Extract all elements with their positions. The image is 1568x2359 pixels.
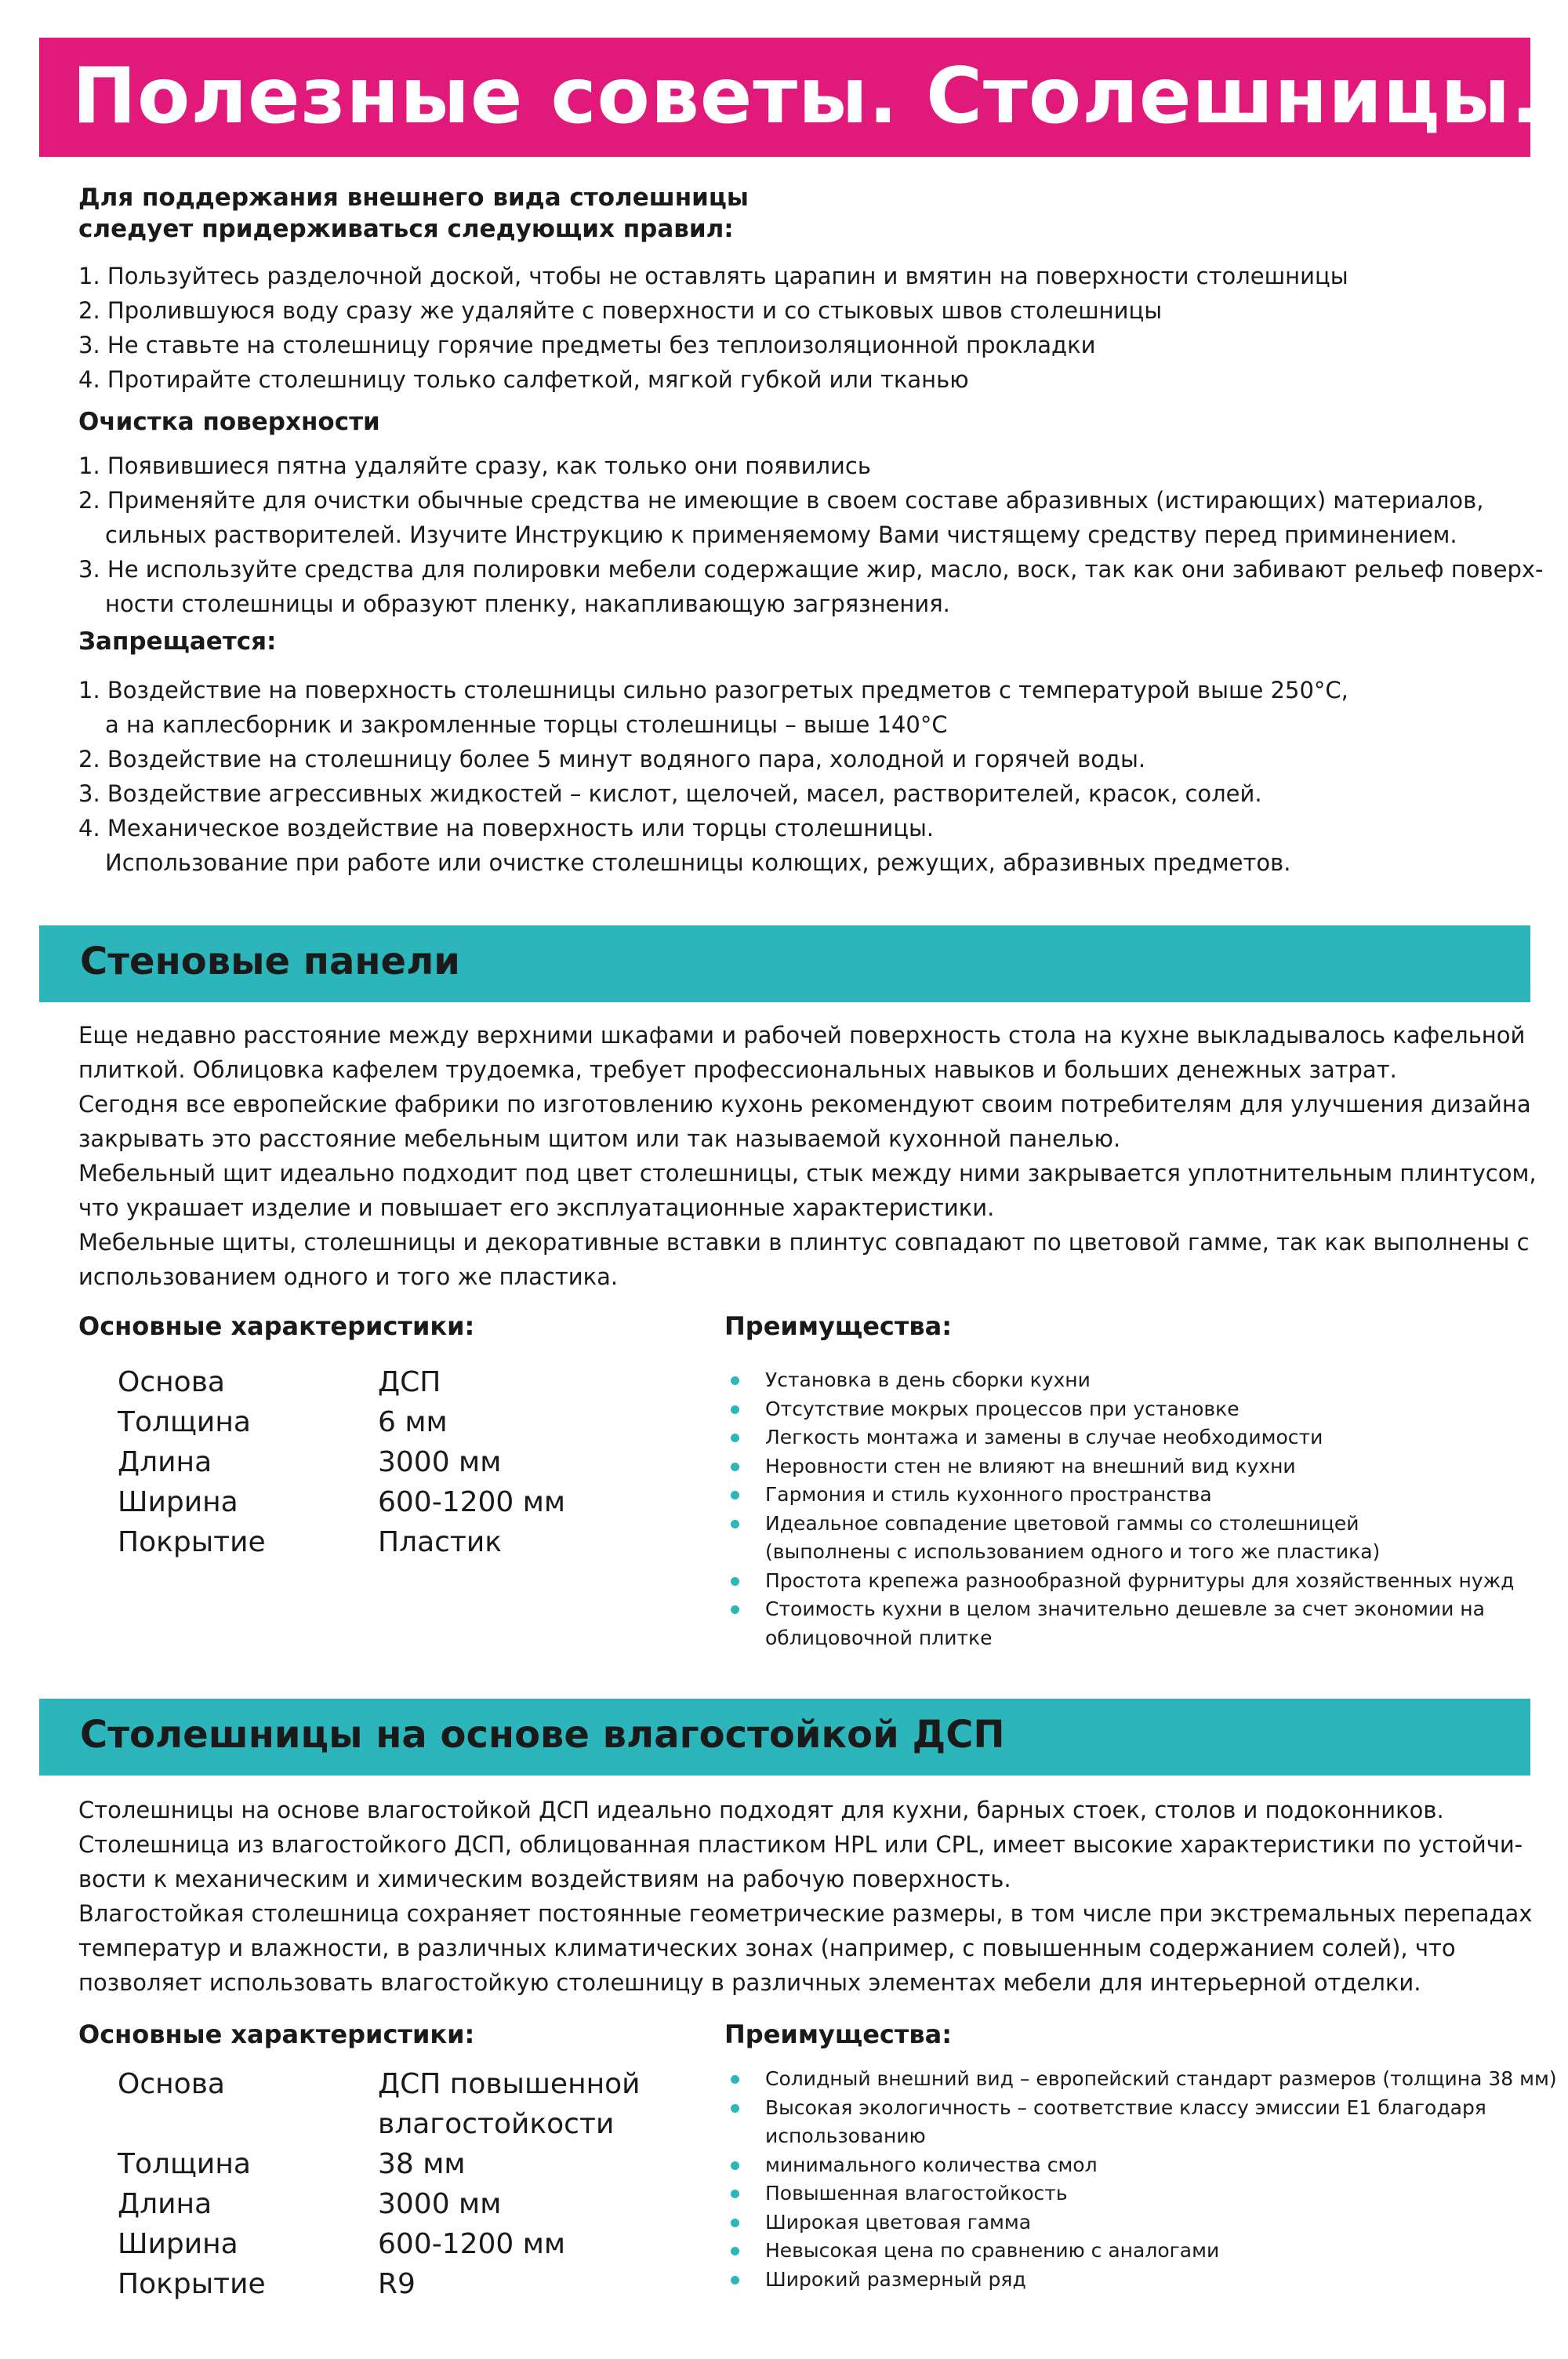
advantages-title: Преимущества:	[724, 1311, 953, 1341]
spec-key: Толщина	[118, 1406, 251, 1438]
paragraph-line: Влагостойкая столешница сохраняет постоянные геометрические размеры, в том числе при экстремальных перепадах	[78, 1900, 1533, 1927]
forbidden-item-cont: Использование при работе или очистке столешницы колющих, режущих, абразивных предметов.	[105, 849, 1291, 876]
worktops-description	[78, 1793, 1537, 2000]
forbidden-item: 2. Воздействие на столешницу более 5 минут водяного пара, холодной и горячей воды.	[78, 746, 1146, 772]
cleaning-item: 2. Применяйте для очистки обычные средства не имеющие в своем составе абразивных (истирающих) материалов,	[78, 487, 1484, 514]
paragraph-line: закрывать это расстояние мебельным щитом или так называемой кухонной панелью.	[78, 1125, 1121, 1152]
bullet-icon	[731, 1463, 739, 1471]
paragraph-line: вости к механическим и химическим воздействиям на рабочую поверхность.	[78, 1866, 1011, 1892]
advantages-title: Преимущества:	[724, 2019, 953, 2049]
section-title: Столешницы на основе влагостойкой ДСП	[80, 1713, 1005, 1757]
advantage-item: Отсутствие мокрых процессов при установке	[721, 1395, 1514, 1424]
paragraph-line: Сегодня все европейские фабрики по изготовлению кухонь рекомендуют своим потребителям для улучшения дизайна	[78, 1091, 1531, 1118]
advantage-item: Невысокая цена по сравнению с аналогами	[721, 2237, 1557, 2266]
paragraph-line: позволяет использовать влагостойкую столешницу в различных элементах мебели для интерьерной отделки.	[78, 1969, 1421, 1996]
care-intro-line: следует придерживаться следующих правил:	[78, 215, 734, 243]
advantage-item: Гармония и стиль кухонного пространства	[721, 1481, 1514, 1510]
paragraph-line: Столешница из влагостойкого ДСП, облицованная пластиком HPL или CPL, имеет высокие характеристики по устойчи-	[78, 1831, 1523, 1858]
cleaning-list	[78, 449, 1544, 621]
advantage-item: Широкая цветовая гамма	[721, 2208, 1557, 2237]
care-intro-line: Для поддержания внешнего вида столешницы	[78, 184, 749, 212]
advantage-item-cont: облицовочной плитке	[765, 1626, 993, 1649]
bullet-icon	[731, 2075, 739, 2084]
spec-value: R9	[378, 2268, 416, 2300]
advantage-item-cont: использованию	[765, 2125, 926, 2147]
paragraph-line: Мебельные щиты, столешницы и декоративные вставки в плинтус совпадают по цветовой гамме, так как выполнены с	[78, 1229, 1530, 1256]
forbidden-item: 4. Механическое воздействие на поверхность или торцы столешницы.	[78, 815, 935, 841]
advantage-item: Идеальное совпадение цветовой гаммы со столешницей	[721, 1510, 1514, 1539]
bullet-icon	[731, 2104, 739, 2113]
page-title: Полезные советы. Столешницы.	[72, 52, 1541, 141]
page-title-banner	[39, 38, 1541, 157]
cleaning-item: 3. Не используйте средства для полировки мебели содержащие жир, масло, воск, так как они забивают рельеф поверх-	[78, 556, 1544, 583]
bullet-icon	[731, 1605, 739, 1614]
forbidden-list	[78, 673, 1537, 880]
spec-key: Толщина	[118, 2148, 251, 2180]
section-header-worktops	[39, 1699, 1530, 1776]
bullet-icon	[731, 2276, 739, 2284]
spec-key: Покрытие	[118, 1526, 266, 1558]
cleaning-title: Очистка поверхности	[78, 408, 380, 436]
bullet-icon	[731, 1405, 739, 1414]
care-rule: 1. Пользуйтесь разделочной доской, чтобы не оставлять царапин и вмятин на поверхности столешницы	[78, 263, 1348, 289]
spec-key: Длина	[118, 1446, 212, 1478]
paragraph-line: Еще недавно расстояние между верхними шкафами и рабочей поверхность стола на кухне выкладывалось кафельной	[78, 1022, 1526, 1049]
spec-key: Основа	[118, 1366, 225, 1398]
care-rule: 3. Не ставьте на столешницу горячие предметы без теплоизоляционной прокладки	[78, 332, 1096, 358]
spec-value: 600-1200 мм	[378, 2228, 566, 2260]
spec-value: 600-1200 мм	[378, 1486, 566, 1518]
section-title: Стеновые панели	[80, 940, 460, 983]
advantage-item: Легкость монтажа и замены в случае необходимости	[721, 1423, 1514, 1452]
paragraph-line: использованием одного и того же пластика.	[78, 1263, 619, 1290]
bullet-icon	[731, 1491, 739, 1499]
specs-title: Основные характеристики:	[78, 2019, 475, 2049]
bullet-icon	[731, 2190, 739, 2198]
section-header-wall-panels	[39, 925, 1530, 1002]
forbidden-title: Запрещается:	[78, 627, 277, 656]
advantage-item-cont: (выполнены с использованием одного и того же пластика)	[765, 1540, 1381, 1563]
bullet-icon	[731, 2247, 739, 2255]
paragraph-line: Мебельный щит идеально подходит под цвет столешницы, стык между ними закрывается уплотнительным плинтусом,	[78, 1160, 1537, 1187]
spec-key: Длина	[118, 2188, 212, 2220]
forbidden-item: 3. Воздействие агрессивных жидкостей – кислот, щелочей, масел, растворителей, красок, солей.	[78, 780, 1262, 807]
spec-key: Ширина	[118, 1486, 238, 1518]
spec-value: 3000 мм	[378, 2188, 502, 2220]
advantage-item: минимального количества смол	[721, 2151, 1557, 2180]
spec-key: Ширина	[118, 2228, 238, 2260]
advantage-item: Солидный внешний вид – европейский стандарт размеров (толщина 38 мм)	[721, 2065, 1557, 2094]
paragraph-line: плиткой. Облицовка кафелем трудоемка, требует профессиональных навыков и больших денежных затрат.	[78, 1056, 1397, 1083]
care-rule: 2. Пролившуюся воду сразу же удаляйте с поверхности и со стыковых швов столешницы	[78, 297, 1163, 324]
bullet-icon	[731, 1434, 739, 1442]
spec-value: 38 мм	[378, 2148, 466, 2180]
bullet-icon	[731, 2219, 739, 2227]
wall-panels-advantages	[721, 1366, 1514, 1652]
cleaning-item-cont: ности столешницы и образуют пленку, накапливающую загрязнения.	[105, 591, 950, 617]
bullet-icon	[731, 1376, 739, 1385]
care-rule: 4. Протирайте столешницу только салфеткой, мягкой губкой или тканью	[78, 366, 969, 393]
bullet-icon	[731, 1577, 739, 1586]
advantage-item: Повышенная влагостойкость	[721, 2179, 1557, 2208]
advantage-item: Простота крепежа разнообразной фурнитуры для хозяйственных нужд	[721, 1567, 1514, 1596]
paragraph-line: Столешницы на основе влагостойкой ДСП идеально подходят для кухни, барных стоек, столов и подоконников.	[78, 1797, 1444, 1823]
spec-value: 6 мм	[378, 1406, 448, 1438]
cleaning-item: 1. Появившиеся пятна удаляйте сразу, как только они появились	[78, 453, 871, 479]
spec-value: Пластик	[378, 1526, 503, 1558]
advantage-item: Неровности стен не влияют на внешний вид кухни	[721, 1452, 1514, 1481]
paragraph-line: что украшает изделие и повышает его эксплуатационные характеристики.	[78, 1194, 995, 1221]
care-intro	[78, 182, 1537, 245]
spec-value: влагостойкости	[378, 2108, 615, 2140]
cleaning-item-cont: сильных растворителей. Изучите Инструкцию к применяемому Вами чистящему средству перед приминением.	[105, 522, 1457, 548]
spec-value: 3000 мм	[378, 1446, 502, 1478]
spec-key: Основа	[118, 2068, 225, 2100]
care-rules-list	[78, 259, 1537, 397]
forbidden-item: 1. Воздействие на поверхность столешницы сильно разогретых предметов с температурой выше 250°С,	[78, 677, 1348, 703]
spec-value: ДСП	[378, 1366, 441, 1398]
spec-value: ДСП повышенной	[378, 2068, 641, 2100]
advantage-item: Стоимость кухни в целом значительно дешевле за счет экономии на	[721, 1595, 1514, 1624]
paragraph-line: температур и влажности, в различных климатических зонах (например, с повышенным содержанием солей), что	[78, 1935, 1456, 1961]
bullet-icon	[731, 2161, 739, 2170]
spec-key: Покрытие	[118, 2268, 266, 2300]
bullet-icon	[731, 1520, 739, 1528]
advantage-item: Высокая экологичность – соответствие классу эмиссии Е1 благодаря	[721, 2094, 1557, 2123]
advantage-item: Широкий размерный ряд	[721, 2266, 1557, 2295]
wall-panels-description	[78, 1018, 1537, 1294]
forbidden-item-cont: а на каплесборник и закромленные торцы столешницы – выше 140°С	[105, 711, 948, 738]
worktops-advantages	[721, 2065, 1557, 2294]
specs-title: Основные характеристики:	[78, 1311, 475, 1341]
advantage-item: Установка в день сборки кухни	[721, 1366, 1514, 1395]
